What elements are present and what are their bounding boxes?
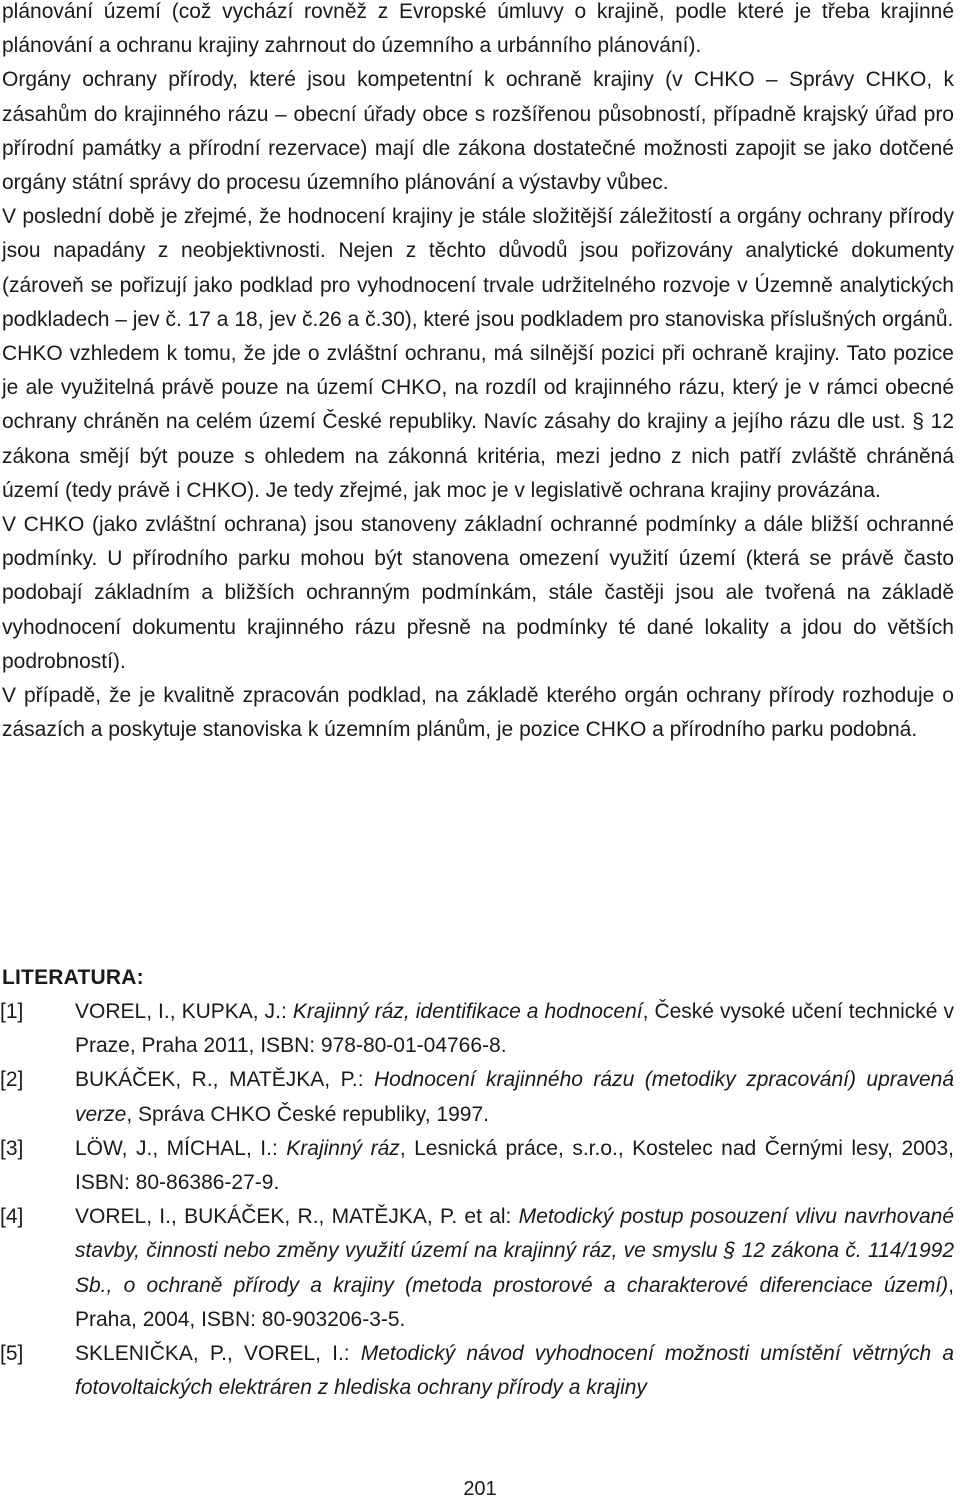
reference-item [0,1337,954,1405]
reference-number: [3] [0,1136,24,1160]
reference-text: BUKÁČEK, R., MATĚJKA, P.: Hodnocení krajinného rázu (metodiky zpracování) upravená verze, Správa CHKO České republiky, 1997. [75,1068,955,1126]
reference-number: [5] [0,1342,24,1366]
body-text [2,0,960,747]
literature-heading: LITERATURA: [2,966,144,989]
paragraph-nature-authorities: Orgány ochrany přírody, které jsou kompetentní k ochraně krajiny (v CHKO – Správy CHKO, k zásahům do krajinného rázu – obecní úřady obce s rozšířenou působností, případně krajský úřad pro přírodní památky a přírodní rezervace) mají dle zákona dostatečné možnosti zapojit se jako dotčené orgány státní správy do procesu územního plánování a výstavby vůbec. [2,68,960,195]
reference-title: Metodický návod vyhodnocení možnosti umístění větrných a fotovoltaických elektráren z hlediska ochrany přírody a krajiny [75,1342,954,1400]
reference-number: [2] [0,1068,24,1092]
reference-number: [1] [0,1000,24,1023]
paragraph-protection-conditions: V CHKO (jako zvláštní ochrana) jsou stanoveny základní ochranné podmínky a dále bližší ochranné podmínky. U přírodního parku mohou být stanovena omezení využití území (která se právě často podobají základním a bližších ochranným podmínkám, stále častěji jsou ale tvořená na základě vyhodnocení dokumentu krajinného rázu přesně na podmínky té dané lokality a jdou do větších podrobností). [2,513,960,673]
reference-title: Metodický postup posouzení vlivu navrhované stavby, činnosti nebo změny využití území na krajinný ráz, ve smyslu § 12 zákona č. 114/1992 Sb., o ochraně přírody a krajiny (metoda prostorové a charakterové diferenciace území) [75,1205,954,1297]
reference-text: VOREL, I., BUKÁČEK, R., MATĚJKA, P. et al: Metodický postup posouzení vlivu navrhované stavby, činnosti nebo změny využití území na krajinný ráz, ve smyslu § 12 zákona č. 114/1992 Sb., o ochraně přírody a krajiny (metoda prostorové a charakterové diferenciace území), Praha, 2004, ISBN: 80-903206-3-5. [75,1205,954,1331]
reference-list [0,995,954,1405]
reference-number: [4] [0,1205,24,1229]
paragraph-spatial-planning: plánování území (což vychází rovněž z Evropské úmluvy o krajině, podle které je třeba krajinné plánování a ochranu krajiny zahrnout do územního a urbánního plánování). [2,0,960,58]
paragraph-chko-position: CHKO vzhledem k tomu, že jde o zvláštní ochranu, má silnější pozici při ochraně krajiny. Tato pozice je ale využitelná právě pouze na území CHKO, na rozdíl od krajinného rázu, který je v rámci obecné ochrany chráněn na celém území České republiky. Navíc zásahy do krajiny a jejího rázu dle ust. § 12 zákona smějí být pouze s ohledem na zákonná kritéria, mezi jedno z nich patří zvláště chráněná území (tedy právě i CHKO). Je tedy zřejmé, jak moc je v legislativě ochrana krajiny provázána. [2,342,960,502]
reference-text: SKLENIČKA, P., VOREL, I.: Metodický návod vyhodnocení možnosti umístění větrných a fotovoltaických elektráren z hlediska ochrany přírody a krajiny [75,1342,954,1400]
reference-item [0,1200,954,1337]
reference-title: Hodnocení krajinného rázu (metodiky zpracování) upravená verze [75,1068,955,1126]
paragraph-landscape-assessment: V poslední době je zřejmé, že hodnocení krajiny je stále složitější záležitostí a orgány ochrany přírody jsou napadány z neobjektivnosti. Nejen z těchto důvodů jsou pořizovány analytické dokumenty (zároveň se pořizují jako podklad pro vyhodnocení trvale udržitelného rozvoje v Územně analytických podkladech – jev č. 17 a 18, jev č.26 a č.30), které jsou podkladem pro stanoviska příslušných orgánů. [2,205,960,331]
paragraph-quality-basis: V případě, že je kvalitně zpracován podklad, na základě kterého orgán ochrany přírody rozhoduje o zásazích a poskytuje stanoviska k územním plánům, je pozice CHKO a přírodního parku podobná. [2,684,960,742]
reference-item [0,995,954,1063]
reference-text: LÖW, J., MÍCHAL, I.: Krajinný ráz, Lesnická práce, s.r.o., Kostelec nad Černými lesy, 2003, ISBN: 80-86386-27-9. [75,1136,954,1195]
reference-title: Krajinný ráz, identifikace a hodnocení [292,1000,643,1023]
reference-item [0,1132,954,1200]
reference-text: VOREL, I., KUPKA, J.: Krajinný ráz, identifikace a hodnocení, České vysoké učení technické v Praze, Praha 2011, ISBN: 978-80-01-04766-8. [75,1000,954,1058]
reference-title: Krajinný ráz [286,1136,400,1160]
page-number: 201 [463,1478,497,1500]
reference-item [0,1063,954,1131]
